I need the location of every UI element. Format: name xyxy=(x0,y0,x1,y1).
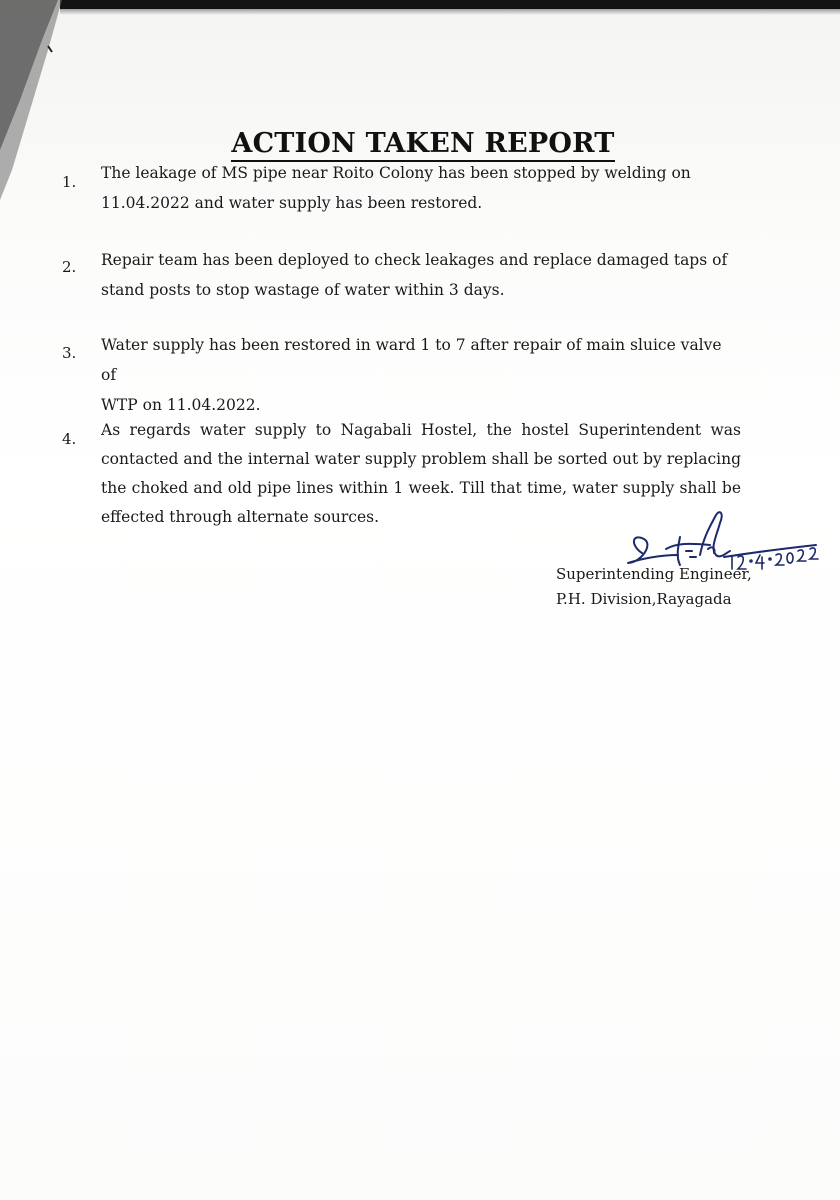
signature-block xyxy=(556,562,752,612)
item-1-text xyxy=(101,158,741,218)
signatory-designation: Superintending Engineer, xyxy=(556,565,752,583)
item-3-line-2: WTP on 11.04.2022. xyxy=(101,396,261,414)
item-4-line-4: effected through alternate sources. xyxy=(101,508,380,526)
report-title-text: ACTION TAKEN REPORT xyxy=(231,129,614,162)
item-3-line-1: Water supply has been restored in ward 1 to 7 after repair of main sluice valve of xyxy=(101,336,722,384)
scan-top-shadow-fade xyxy=(60,9,840,15)
item-1-number: 1. xyxy=(62,173,77,191)
item-1-line-2: 11.04.2022 and water supply has been restored. xyxy=(101,194,483,212)
item-4-line-3: the choked and old pipe lines within 1 week. Till that time, water supply shall be xyxy=(101,479,741,497)
report-title xyxy=(0,128,840,162)
item-4-line-2: contacted and the internal water supply problem shall be sorted out by replacing xyxy=(101,450,741,468)
item-2-line-2: stand posts to stop wastage of water within 3 days. xyxy=(101,281,505,299)
scan-left-edge xyxy=(0,0,80,240)
item-4-line-1: As regards water supply to Nagabali Hostel, the hostel Superintendent was xyxy=(101,421,741,439)
item-2-text xyxy=(101,245,741,305)
item-4-number: 4. xyxy=(62,430,77,448)
item-1-line-1: The leakage of MS pipe near Roito Colony has been stopped by welding on xyxy=(101,164,691,182)
signatory-office: P.H. Division,Rayagada xyxy=(556,590,732,608)
item-2-line-1: Repair team has been deployed to check leakages and replace damaged taps of xyxy=(101,251,728,269)
item-3-text xyxy=(101,330,741,420)
item-2-number: 2. xyxy=(62,258,77,276)
scan-top-shadow xyxy=(60,0,840,9)
item-3-number: 3. xyxy=(62,344,77,362)
